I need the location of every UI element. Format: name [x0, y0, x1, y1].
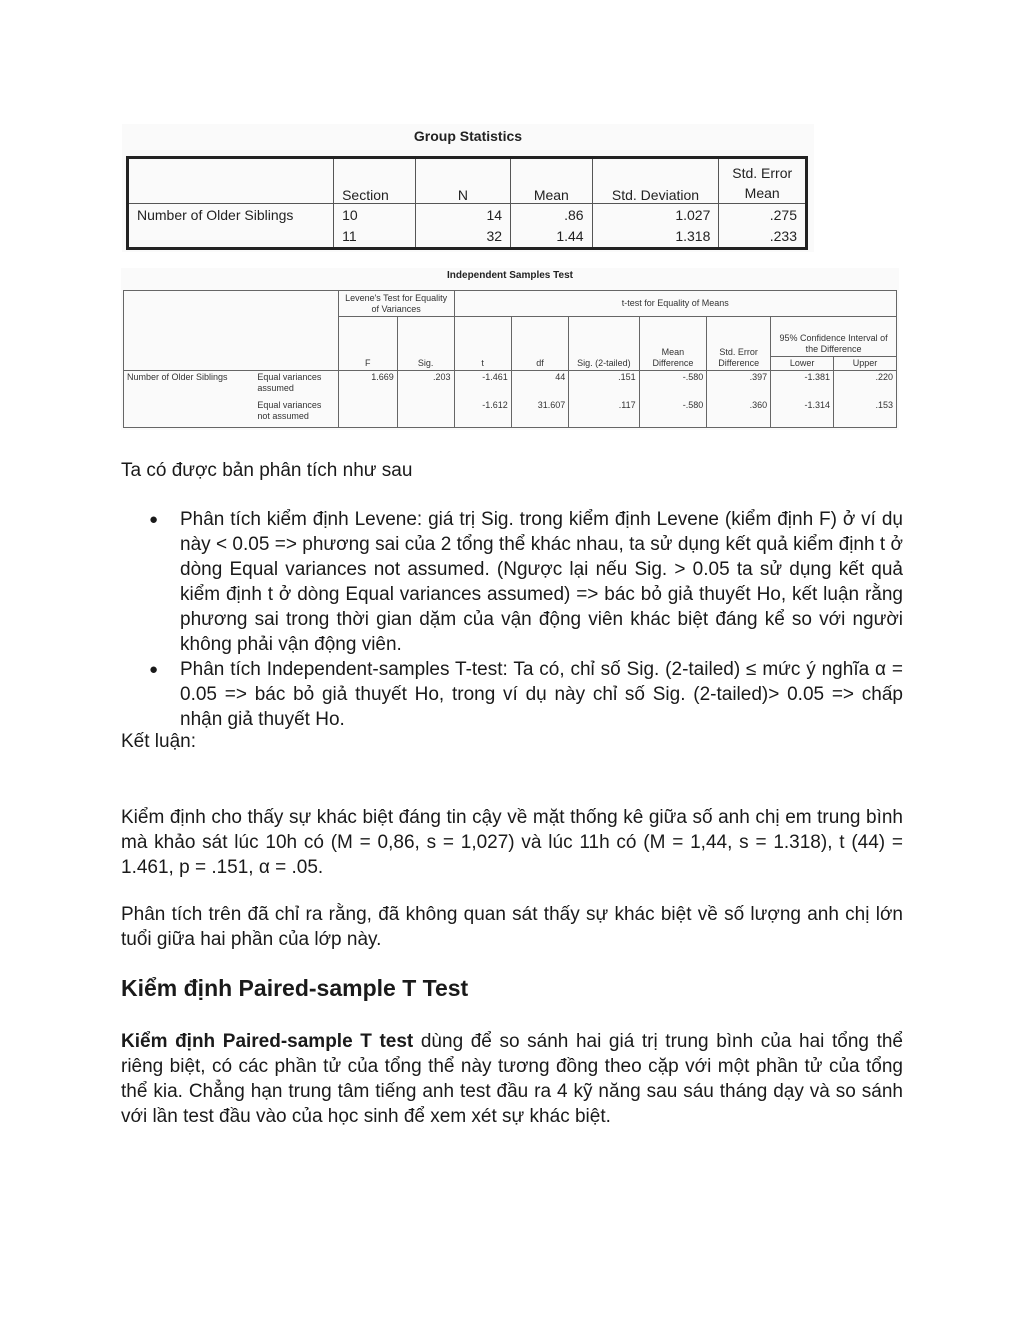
table-cell: 1.027	[592, 204, 719, 226]
header-cell: Std. Error Difference	[707, 317, 771, 371]
levene-header: Levene's Test for Equality of Variances	[338, 291, 454, 317]
row-label: Number of Older Siblings	[128, 204, 334, 226]
ttest-header: t-test for Equality of Means	[454, 291, 896, 317]
paired-sample-bold-term: Kiểm định Paired-sample T test	[121, 1031, 414, 1052]
table-cell: .397	[707, 371, 771, 400]
table-row	[128, 204, 807, 226]
table-cell: -1.314	[771, 399, 834, 428]
row-label: Number of Older Siblings	[124, 371, 255, 428]
conclusion-paragraph-2: Phân tích trên đã chỉ ra rằng, đã không quan sát thấy sự khác biệt về số lượng anh chị lớn tuổi giữa hai phần của lớp này.	[121, 904, 903, 950]
table-cell	[338, 399, 397, 428]
table-cell: .233	[719, 225, 807, 248]
independent-samples-test-title: Independent Samples Test	[447, 270, 573, 281]
independent-samples-test-table	[123, 290, 897, 428]
table-cell: 44	[511, 371, 568, 400]
header-cell: Std. Deviation	[592, 158, 719, 204]
header-cell: Section	[334, 158, 416, 204]
table-cell: -.580	[639, 399, 707, 428]
table-cell: .360	[707, 399, 771, 428]
header-blank	[124, 291, 339, 371]
conclusion-paragraph-1: Kiểm định cho thấy sự khác biệt đáng tin cậy về mặt thống kê giữa số anh chị em trung bình mà khảo sát lúc 10h có (M = 0,86, s = 1,027) và lúc 11h có (M = 1,44, s = 1.318), t (44) = 1.461, p = .151, α = .05.	[121, 807, 903, 878]
table-cell: -.580	[639, 371, 707, 400]
table-cell: .203	[397, 371, 454, 400]
table-cell: 1.669	[338, 371, 397, 400]
row-sublabel: Equal variances assumed	[254, 371, 338, 400]
header-cell: df	[511, 317, 568, 371]
table-cell: 1.44	[511, 225, 593, 248]
group-statistics-title: Group Statistics	[413, 128, 523, 144]
paired-sample-description: dùng để so sánh hai giá trị trung bình của hai tổng thể riêng biệt, có các phần tử của tổng thể này tương đồng theo cặp với một phần tử của tổng thể kia. Chẳng hạn trung tâm tiếng anh test đầu ra 4 kỹ năng sau sáu tháng dạy và so sánh với lần test đầu vào của học sinh để xem xét sự khác biệt.	[121, 1031, 903, 1127]
header-cell: Lower	[771, 357, 834, 371]
header-cell: Mean	[511, 158, 593, 204]
bullet-levene: Phân tích kiểm định Levene: giá trị Sig. trong kiểm định Levene (kiểm định F) ở ví dụ này < 0.05 => phương sai của 2 tổng thể khác nhau, ta sử dụng kết quả kiểm định t ở dòng Equal variances not assumed. (Ngược lại nếu Sig. > 0.05 ta sử dụng kết quả kiểm định t ở dòng Equal variances assumed) => bác bỏ giả thuyết Ho, kết luận rằng phương sai trong thời gian dặm của vận động viên khác biệt đáng kể so với người không phải vận động viên.	[180, 509, 903, 655]
table-cell: .86	[511, 204, 593, 226]
header-cell: Upper	[834, 357, 897, 371]
row-sublabel: Equal variances not assumed	[254, 399, 338, 428]
table-cell: .275	[719, 204, 807, 226]
table-cell: .151	[569, 371, 639, 400]
table-row	[128, 225, 807, 248]
header-cell: Sig. (2-tailed)	[569, 317, 639, 371]
table-cell: -1.381	[771, 371, 834, 400]
section-heading-paired-sample: Kiểm định Paired-sample T Test	[121, 975, 469, 1001]
group-statistics-table-image	[122, 124, 814, 252]
table-header-row	[128, 158, 807, 204]
header-cell: N	[415, 158, 510, 204]
bullet-ttest: Phân tích Independent-samples T-test: Ta có, chỉ số Sig. (2-tailed) ≤ mức ý nghĩa α = 0.05 => bác bỏ giả thuyết Ho, trong ví dụ này chỉ số Sig. (2-tailed)> 0.05 => chấp nhận giả thuyết Ho.	[180, 659, 903, 730]
table-row	[124, 371, 897, 400]
bullet-icon: ●	[149, 511, 159, 528]
table-cell: .117	[569, 399, 639, 428]
table-cell: .220	[834, 371, 897, 400]
table-cell: 32	[415, 225, 510, 248]
table-cell: 31.607	[511, 399, 568, 428]
conclusion-label: Kết luận:	[121, 731, 196, 752]
table-cell: -1.612	[454, 399, 511, 428]
group-statistics-table	[126, 156, 808, 250]
header-cell	[128, 158, 334, 204]
header-cell: Mean Difference	[639, 317, 707, 371]
independent-samples-test-image	[121, 268, 899, 430]
ci-header: 95% Confidence Interval of the Difference	[771, 317, 897, 357]
header-cell: Std. Error Mean	[719, 158, 807, 204]
table-cell: 11	[334, 225, 416, 248]
table-header-row	[124, 291, 897, 317]
paired-sample-paragraph	[121, 1029, 903, 1129]
header-cell: Sig.	[397, 317, 454, 371]
bullet-icon: ●	[149, 661, 159, 678]
table-cell: 1.318	[592, 225, 719, 248]
header-cell: t	[454, 317, 511, 371]
table-cell: -1.461	[454, 371, 511, 400]
table-cell: .153	[834, 399, 897, 428]
table-cell: 14	[415, 204, 510, 226]
header-cell: F	[338, 317, 397, 371]
intro-text: Ta có được bản phân tích như sau	[121, 460, 413, 481]
table-cell: 10	[334, 204, 416, 226]
table-cell	[397, 399, 454, 428]
row-label	[128, 225, 334, 248]
